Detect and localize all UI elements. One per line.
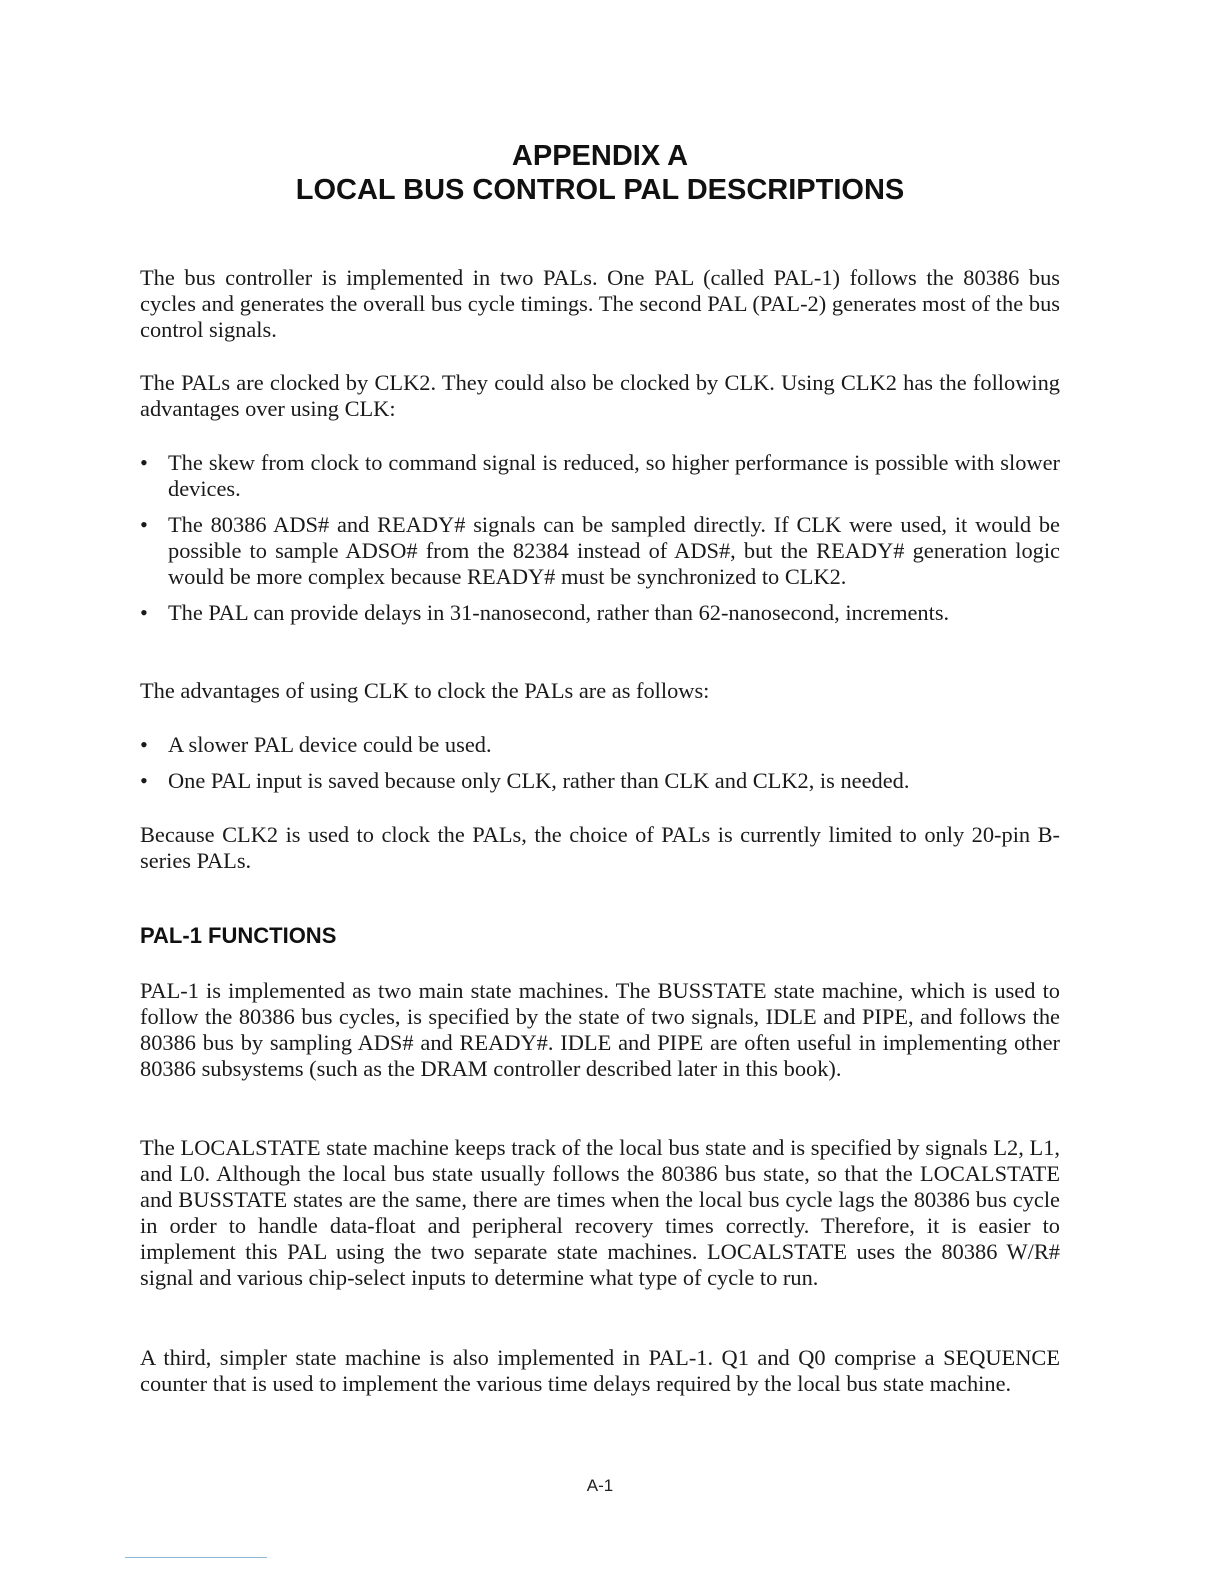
paragraph-clk-advantages: The advantages of using CLK to clock the PALs are as follows:: [140, 678, 710, 703]
page-number: A-1: [586, 1476, 614, 1495]
list-item: [140, 732, 1060, 758]
list-item-text: A slower PAL device could be used.: [168, 732, 492, 757]
advantages-clk2-list: [140, 450, 1060, 626]
list-item-text: The PAL can provide delays in 31-nanosecond, rather than 62-nanosecond, increments.: [168, 600, 950, 625]
list-item-text: One PAL input is saved because only CLK, rather than CLK and CLK2, is needed.: [168, 768, 910, 793]
paragraph-pal-choice: Because CLK2 is used to clock the PALs, the choice of PALs is currently limited to only 20-pin B-series PALs.: [140, 822, 1060, 873]
list-item: [140, 512, 1060, 590]
section-paragraph-2: The LOCALSTATE state machine keeps track of the local bus state and is specified by signals L2, L1, and L0. Although the local bus state usually follows the 80386 bus state, so that the LOCALSTATE and BUSSTATE states are the same, there are times when the local bus cycle lags the 80386 bus cycle in order to handle data-float and peripheral recovery times correctly. Therefore, it is easier to implement this PAL using the two separate state machines. LOCALSTATE uses the 80386 W/R# signal and various chip-select inputs to determine what type of cycle to run.: [140, 1135, 1060, 1290]
advantages-clk-list: [140, 732, 1060, 794]
section-paragraph-1: PAL-1 is implemented as two main state machines. The BUSSTATE state machine, which is used to follow the 80386 bus cycles, is specified by the state of two signals, IDLE and PIPE, and follows the 80386 bus by sampling ADS# and READY#. IDLE and PIPE are often useful in implementing other 80386 subsystems (such as the DRAM controller described later in this book).: [140, 978, 1060, 1081]
section-heading: PAL-1 FUNCTIONS: [140, 923, 337, 948]
list-item: [140, 768, 1060, 794]
scan-edge-line: [125, 1557, 267, 1558]
page-title: [140, 139, 1060, 207]
bullet-icon: •: [140, 512, 148, 537]
list-item: [140, 600, 1060, 626]
list-item-text: The 80386 ADS# and READY# signals can be sampled directly. If CLK were used, it would be possible to sample ADSO# from the 82384 instead of ADS#, but the READY# generation logic would be more complex because READY# must be synchronized to CLK2.: [168, 512, 1060, 589]
bullet-icon: •: [140, 600, 148, 625]
section-paragraph-3: A third, simpler state machine is also implemented in PAL-1. Q1 and Q0 comprise a SEQUENCE counter that is used to implement the various time delays required by the local bus state machine.: [140, 1345, 1060, 1396]
bullet-icon: •: [140, 768, 148, 793]
bullet-icon: •: [140, 450, 148, 475]
title-line-2: LOCAL BUS CONTROL PAL DESCRIPTIONS: [295, 174, 905, 206]
title-line-1: APPENDIX A: [511, 140, 689, 172]
list-item: [140, 450, 1060, 502]
intro-paragraph-2: The PALs are clocked by CLK2. They could also be clocked by CLK. Using CLK2 has the following advantages over using CLK:: [140, 370, 1060, 421]
list-item-text: The skew from clock to command signal is reduced, so higher performance is possible with slower devices.: [168, 450, 1060, 501]
bullet-icon: •: [140, 732, 148, 757]
intro-paragraph-1: The bus controller is implemented in two PALs. One PAL (called PAL-1) follows the 80386 bus cycles and generates the overall bus cycle timings. The second PAL (PAL-2) generates most of the bus control signals.: [140, 265, 1060, 342]
